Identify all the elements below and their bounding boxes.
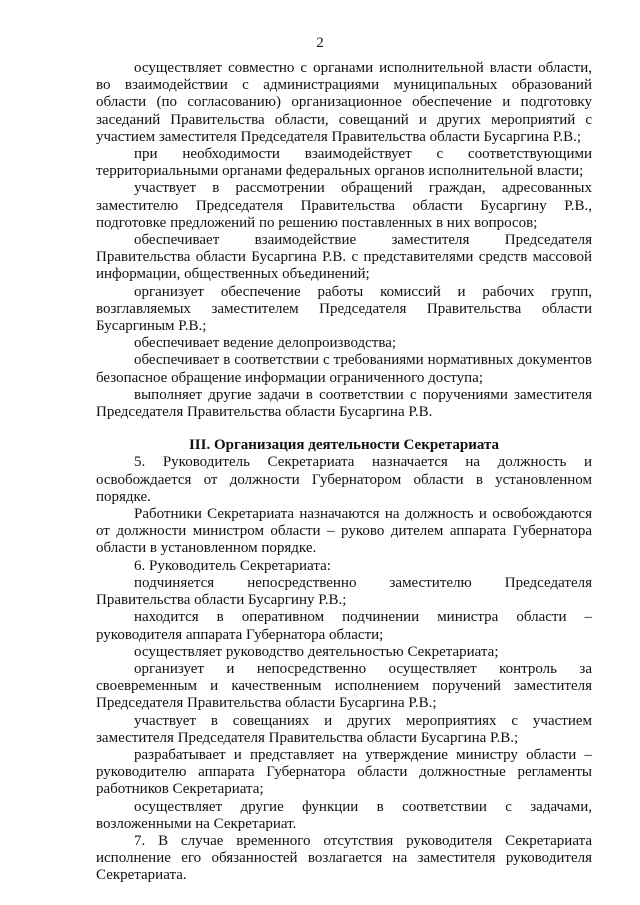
paragraph: организует обеспечение работы комиссий и рабочих групп, возглавляемых заместителем Председателя Правительства области Бусаргиным Р.В.; — [96, 283, 592, 335]
paragraph: осуществляет совместно с органами исполнительной власти области, во взаимодействии с администрациями муниципальных образований области (по согласованию) организационное обеспечение и подготовку заседаний Правительства области, совещаний и других мероприятий с участием заместителя Председателя Правительства области Бусаргина Р.В.; — [96, 60, 592, 145]
paragraph: находится в оперативном подчинении министра области – руководителя аппарата Губернатора области; — [96, 609, 592, 643]
paragraph: участвует в рассмотрении обращений граждан, адресованных заместителю Председателя Правительства области Бусаргину Р.В., подготовке предложений по решению поставленных в них вопросов; — [96, 180, 592, 231]
paragraph: обеспечивает ведение делопроизводства; — [134, 335, 397, 352]
page-number: 2 — [316, 35, 324, 51]
paragraph: осуществляет руководство деятельностью Секретариата; — [134, 643, 499, 660]
paragraph: обеспечивает в соответствии с требованиями нормативных документов безопасное обращение информации ограниченного доступа; — [96, 352, 592, 386]
document-body — [96, 60, 592, 885]
paragraph: организует и непосредственно осуществляет контроль за своевременным и качественным исполнением поручений заместителя Председателя Правительства области Бусаргина Р.В.; — [96, 660, 592, 712]
paragraph: обеспечивает взаимодействие заместителя Председателя Правительства области Бусаргина Р.В. с представителями средств массовой информации, общественных объединений; — [96, 232, 592, 283]
paragraph: при необходимости взаимодействует с соответствующими территориальными органами федеральных органов исполнительной власти; — [96, 146, 592, 180]
paragraph: Работники Секретариата назначаются на должность и освобождаются от должности министром области – руково дителем аппарата Губернатора области в установленном порядке. — [96, 506, 592, 557]
paragraph: участвует в совещаниях и других мероприятиях с участием заместителя Председателя Правительства области Бусаргина Р.В.; — [96, 712, 592, 746]
paragraph: осуществляет другие функции в соответствии с задачами, возложенными на Секретариат. — [96, 798, 592, 832]
paragraph: 7. В случае временного отсутствия руководителя Секретариата исполнение его обязанностей возлагается на заместителя руководителя Секретариата. — [96, 832, 592, 884]
paragraph: 6. Руководитель Секретариата: — [134, 557, 331, 574]
paragraph: разрабатывает и представляет на утверждение министру области – руководителю аппарата Губернатора области должностные регламенты работников Секретариата; — [96, 746, 592, 798]
paragraph: 5. Руководитель Секретариата назначается на должность и освобождается от должности Губернатором области в установленном порядке. — [96, 454, 592, 505]
section-heading: III. Организация деятельности Секретариата — [188, 437, 500, 454]
paragraph: выполняет другие задачи в соответствии с поручениями заместителя Председателя Правительства области Бусаргина Р.В. — [96, 386, 592, 421]
paragraph: подчиняется непосредственно заместителю Председателя Правительства области Бусаргину Р.В.; — [96, 574, 592, 609]
